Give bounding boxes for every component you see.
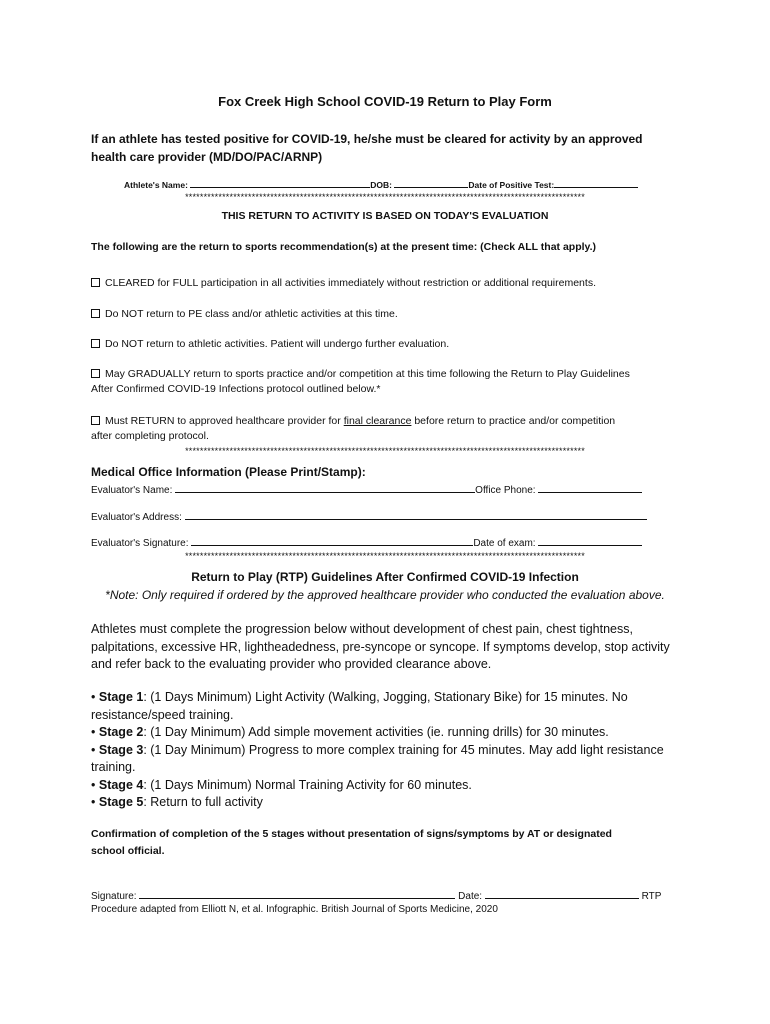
medical-heading: Medical Office Information (Please Print/Stamp): — [91, 465, 366, 479]
option-must-return-label-end: before return to practice and/or competition — [414, 415, 616, 427]
positive-test-label: Date of Positive Test: — [468, 180, 555, 190]
option-cleared[interactable] — [91, 276, 596, 291]
option-must-return-label: Must RETURN to approved healthcare provider for — [105, 415, 341, 427]
evaluator-address-row — [91, 510, 647, 523]
divider-3: ************************************************************************************************************ — [185, 551, 585, 561]
progression-line-2: palpitations, excessive HR, lightheadedness, pre-syncope or syncope. If symptoms develop, stop activity — [91, 639, 670, 654]
signature-field[interactable] — [139, 889, 455, 899]
option-no-athletic[interactable] — [91, 337, 449, 352]
stage-1-text: : (1 Days Minimum) Light Activity (Walking, Jogging, Stationary Bike) for 15 minutes. No — [143, 690, 628, 704]
date-label: Date: — [458, 891, 483, 902]
confirmation-text — [91, 826, 612, 860]
option-no-athletic-label: Do NOT return to athletic activities. Patient will undergo further evaluation. — [105, 338, 450, 350]
date-of-exam-label: Date of exam: — [473, 538, 536, 549]
checkbox-icon[interactable] — [91, 278, 100, 287]
stage-1: • Stage 1: (1 Days Minimum) Light Activity (Walking, Jogging, Stationary Bike) for 15 minutes. No — [91, 690, 628, 704]
stage-5: • Stage 5: Return to full activity — [91, 795, 263, 809]
rtp-label: RTP — [641, 891, 662, 902]
stage-3-label: Stage 3 — [98, 742, 144, 757]
date-of-exam-field[interactable] — [538, 536, 642, 546]
office-phone-field[interactable] — [538, 483, 642, 493]
stage-2-label: Stage 2 — [98, 725, 144, 739]
stage-3-cont: training. — [91, 760, 136, 774]
guidelines-note: *Note: Only required if ordered by the approved healthcare provider who conducted the evaluation above. — [105, 588, 665, 602]
option-gradual-label: May GRADUALLY return to sports practice and/or competition at this time following the Return to Play Guidelines — [105, 368, 630, 380]
evaluator-name-row — [91, 483, 642, 496]
stage-4-text: : (1 Days Minimum) Normal Training Activity for 60 minutes. — [143, 777, 472, 792]
divider-1: ************************************************************************************************************ — [185, 192, 585, 202]
final-clearance-text: final clearance — [343, 415, 412, 427]
progression-paragraph — [91, 621, 670, 674]
intro-text — [91, 130, 691, 166]
intro-line-1: If an athlete has tested positive for COVID-19, he/she must be cleared for activity by an approved — [91, 132, 643, 146]
checkbox-icon[interactable] — [91, 339, 100, 348]
checkbox-icon[interactable] — [91, 309, 100, 318]
stage-1-label: Stage 1 — [98, 690, 144, 704]
signature-label: Signature: — [91, 891, 137, 902]
office-phone-label: Office Phone: — [475, 485, 536, 496]
option-no-pe[interactable] — [91, 307, 398, 322]
evaluator-address-label: Evaluator's Address: — [91, 512, 182, 523]
dob-field[interactable] — [394, 178, 468, 188]
dob-label: DOB: — [370, 180, 393, 190]
date-field[interactable] — [485, 889, 639, 899]
evaluator-name-label: Evaluator's Name: — [91, 485, 173, 496]
evaluation-heading: THIS RETURN TO ACTIVITY IS BASED ON TODAY'S EVALUATION — [221, 210, 549, 222]
stage-5-text: : Return to full activity — [143, 795, 263, 809]
guidelines-heading: Return to Play (RTP) Guidelines After Confirmed COVID-19 Infection — [191, 570, 579, 584]
evaluator-signature-field[interactable] — [191, 536, 473, 546]
option-gradual-label-cont: After Confirmed COVID-19 Infections protocol outlined below.* — [91, 383, 381, 395]
athlete-name-label: Athlete's Name: — [124, 180, 188, 190]
evaluator-name-field[interactable] — [175, 483, 475, 493]
recommendations-heading: The following are the return to sports recommendation(s) at the present time: (Check ALL that apply.) — [91, 241, 597, 253]
stage-5-label: Stage 5 — [98, 795, 144, 809]
progression-line-3: and refer back to the evaluating provider who provided clearance above. — [91, 657, 492, 671]
option-must-return[interactable] — [91, 414, 615, 444]
stage-4-label: Stage 4 — [98, 777, 144, 792]
stage-4: • Stage 4: (1 Days Minimum) Normal Training Activity for 60 minutes. — [91, 777, 472, 792]
stage-3-text: : (1 Day Minimum) Progress to more complex training for 45 minutes. May add light resistance — [143, 742, 664, 757]
stages-list — [91, 689, 664, 812]
option-no-pe-label: Do NOT return to PE class and/or athletic activities at this time. — [105, 308, 398, 320]
progression-line-1: Athletes must complete the progression below without development of chest pain, chest tightness, — [91, 622, 633, 636]
athlete-name-field[interactable] — [190, 178, 370, 188]
stage-3: • Stage 3: (1 Day Minimum) Progress to more complex training for 45 minutes. May add light resistance — [91, 742, 664, 757]
citation: Procedure adapted from Elliott N, et al. Infographic. British Journal of Sports Medicine, 2020 — [91, 904, 498, 915]
intro-line-2: health care provider (MD/DO/PAC/ARNP) — [91, 150, 323, 164]
stage-2-text: : (1 Day Minimum) Add simple movement activities (ie. running drills) for 30 minutes. — [143, 725, 609, 739]
divider-2: ************************************************************************************************************ — [185, 446, 585, 456]
athlete-info-row — [124, 178, 638, 190]
signature-row — [91, 889, 661, 902]
option-must-return-label-cont: after completing protocol. — [91, 430, 209, 442]
positive-test-date-field[interactable] — [554, 178, 638, 188]
confirmation-line-2: school official. — [91, 845, 165, 857]
evaluator-signature-row — [91, 536, 642, 549]
option-gradual[interactable] — [91, 367, 630, 397]
checkbox-icon[interactable] — [91, 416, 100, 425]
stage-1-cont: resistance/speed training. — [91, 707, 234, 722]
form-title: Fox Creek High School COVID-19 Return to Play Form — [218, 94, 552, 109]
option-cleared-label: CLEARED for FULL participation in all activities immediately without restriction or additional requirements. — [105, 277, 596, 289]
confirmation-line-1: Confirmation of completion of the 5 stages without presentation of signs/symptoms by AT or designated — [91, 828, 612, 840]
checkbox-icon[interactable] — [91, 369, 100, 378]
evaluator-address-field[interactable] — [185, 510, 647, 520]
stage-2: • Stage 2: (1 Day Minimum) Add simple movement activities (ie. running drills) for 30 minutes. — [91, 725, 609, 739]
evaluator-signature-label: Evaluator's Signature: — [91, 538, 189, 549]
